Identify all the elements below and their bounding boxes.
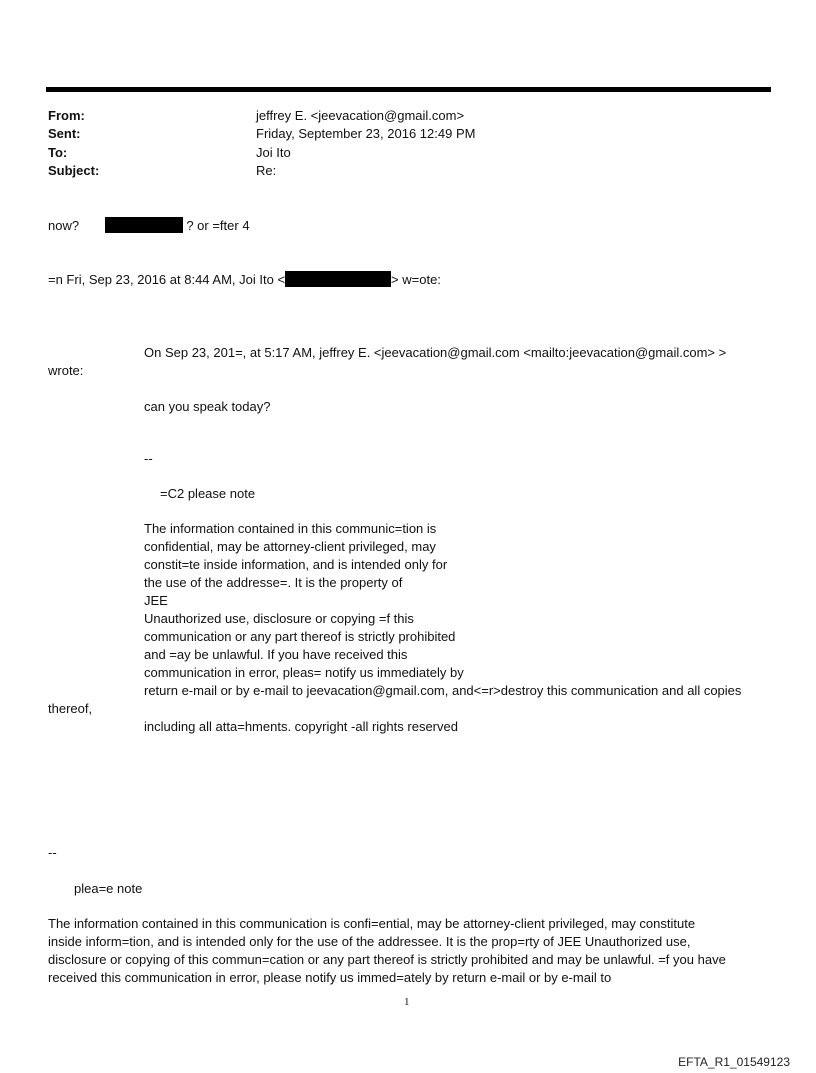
redaction-box <box>285 271 391 287</box>
quote-intro-start: =n Fri, Sep 23, 2016 at 8:44 AM, Joi Ito < <box>48 272 286 287</box>
redaction-box <box>105 217 183 233</box>
signature-dash: -- <box>144 451 153 466</box>
quote-intro-end: > w=ote: <box>391 272 441 287</box>
signature-note: =C2 please note <box>160 486 256 501</box>
disclaimer-line: confidential, may be attorney-client privileged, may <box>144 539 436 554</box>
disclaimer-line: return e-mail or by e-mail to jeevacation@gmail.com, and<=r>destroy this communication and all copies <box>144 683 742 698</box>
to-value: Joi Ito <box>256 145 291 160</box>
outer-note: plea=e note <box>74 881 143 896</box>
reply-line <box>48 217 250 233</box>
nested-intro: On Sep 23, 201=, at 5:17 AM, jeffrey E. <jeevacation@gmail.com <mailto:jeevacation@gmail.com> > <box>144 345 727 360</box>
reply-text-start: now? <box>48 218 80 233</box>
disclaimer-line: and =ay be unlawful. If you have received this <box>144 647 408 662</box>
from-label: From: <box>48 108 85 123</box>
disclaimer-last: including all atta=hments. copyright -all rights reserved <box>144 719 458 734</box>
page-number: 1 <box>404 996 410 1008</box>
nested-wrote: wrote: <box>48 363 84 378</box>
outer-disclaimer-line: received this communication in error, please notify us immed=ately by return e-mail or by e-mail to <box>48 970 612 985</box>
outer-disclaimer-line: disclosure or copying of this commun=cation or any part thereof is strictly prohibited and may be unlawful. =f you have <box>48 952 726 967</box>
question-text: can you speak today? <box>144 399 271 414</box>
disclaimer-line: communication in error, pleas= notify us immediately by <box>144 665 464 680</box>
subject-label: Subject: <box>48 163 100 178</box>
sent-label: Sent: <box>48 126 81 141</box>
disclaimer-line: constit=te inside information, and is intended only for <box>144 557 448 572</box>
disclaimer-line: The information contained in this communic=tion is <box>144 521 437 536</box>
outer-disclaimer-line: The information contained in this communication is confi=ential, may be attorney-client privileged, may constitute <box>48 916 696 931</box>
from-value: jeffrey E. <jeevacation@gmail.com> <box>256 108 465 123</box>
quote-intro <box>48 271 441 287</box>
to-label: To: <box>48 145 68 160</box>
disclaimer-line: Unauthorized use, disclosure or copying =f this <box>144 611 414 626</box>
document-id: EFTA_R1_01549123 <box>678 1055 790 1069</box>
outer-dash: -- <box>48 845 57 860</box>
outer-disclaimer-line: inside inform=tion, and is intended only for the use of the addressee. It is the prop=rty of JEE Unauthorized use, <box>48 934 691 949</box>
disclaimer-line: JEE <box>144 593 168 608</box>
disclaimer-line: the use of the addresse=. It is the property of <box>144 575 403 590</box>
disclaimer-wrap: thereof, <box>48 701 93 716</box>
reply-text-end: ? or =fter 4 <box>186 218 250 233</box>
header-rule <box>46 87 771 92</box>
subject-value: Re: <box>256 163 277 178</box>
sent-value: Friday, September 23, 2016 12:49 PM <box>256 126 476 141</box>
disclaimer-line: communication or any part thereof is strictly prohibited <box>144 629 456 644</box>
